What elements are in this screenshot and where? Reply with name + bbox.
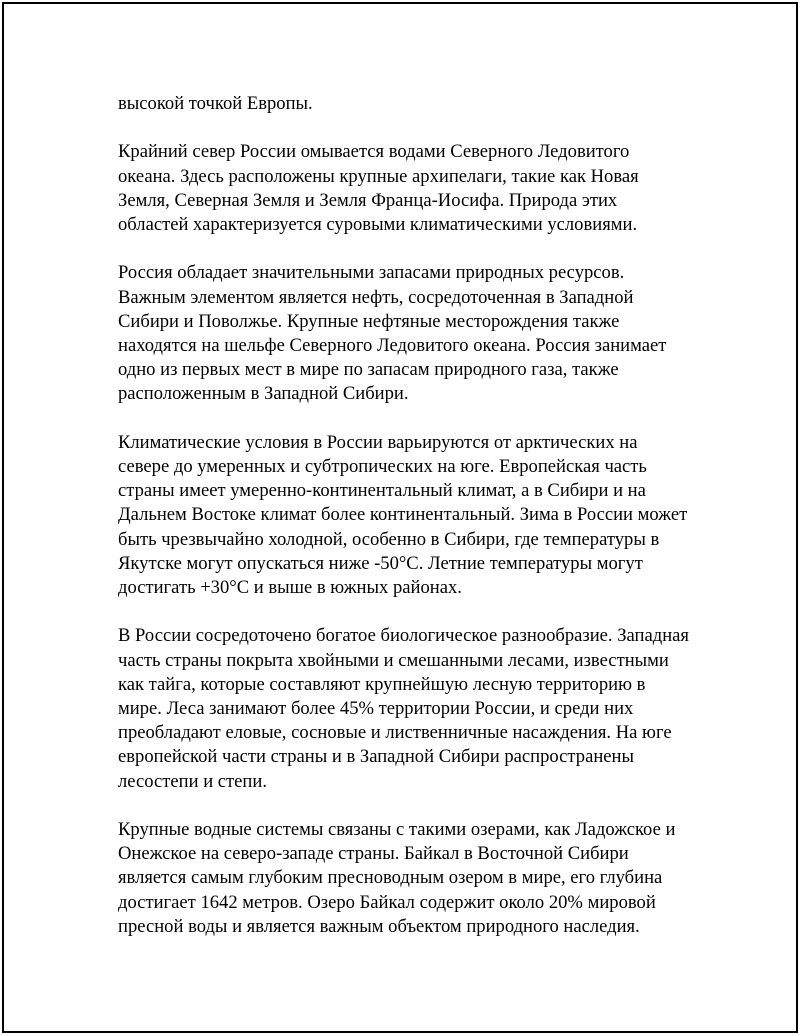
paragraph: [118, 92, 698, 116]
text-line: достигает 1642 метров. Озеро Байкал содержит около 20% мировой: [118, 891, 656, 913]
text-line: Сибири и Поволжье. Крупные нефтяные месторождения также: [118, 310, 620, 332]
text-line: как тайга, которые составляют крупнейшую лесную территорию в: [118, 673, 646, 695]
text-line: быть чрезвычайно холодной, особенно в Сибири, где температуры в: [118, 528, 660, 550]
text-line: океана. Здесь расположены крупные архипелаги, такие как Новая: [118, 165, 639, 187]
text-line: Якутске могут опускаться ниже -50°C. Летние температуры могут: [118, 552, 643, 574]
text-line: Онежское на северо-западе страны. Байкал в Восточной Сибири: [118, 843, 629, 865]
text-line: является самым глубоким пресноводным озером в мире, его глубина: [118, 867, 663, 889]
text-line: европейской части страны и в Западной Сибири распространены: [118, 746, 634, 768]
paragraph: [118, 140, 698, 237]
text-line: расположенным в Западной Сибири.: [118, 383, 409, 405]
text-line: пресной воды и является важным объектом природного наследия.: [118, 915, 640, 937]
text-line: Важным элементом является нефть, сосредоточенная в Западной: [118, 286, 634, 308]
paragraph: [118, 818, 698, 939]
text-line: Россия обладает значительными запасами природных ресурсов.: [118, 262, 625, 284]
text-line: лесостепи и степи.: [118, 770, 267, 792]
text-line: одно из первых мест в мире по запасам природного газа, также: [118, 359, 619, 381]
text-line: севере до умеренных и субтропических на юге. Европейская часть: [118, 456, 647, 477]
text-line: достигать +30°C и выше в южных районах.: [118, 577, 462, 599]
text-line: Земля, Северная Земля и Земля Франца-Иосифа. Природа этих: [118, 189, 618, 211]
text-line: В России сосредоточено богатое биологическое разнообразие. Западная: [118, 625, 689, 647]
paragraph: [118, 431, 698, 600]
text-line: находятся на шельфе Северного Ледовитого океана. Россия занимает: [118, 335, 667, 356]
text-line: областей характеризуется суровыми климатическими условиями.: [118, 214, 638, 235]
text-line: Крупные водные системы связаны с такими озерами, как Ладожское и: [118, 819, 676, 841]
document-body: [118, 92, 698, 963]
text-line: преобладают еловые, сосновые и лиственничные насаждения. На юге: [118, 722, 672, 744]
text-line: мире. Леса занимают более 45% территории России, и среди них: [118, 698, 634, 720]
text-line: часть страны покрыта хвойными и смешанными лесами, известными: [118, 649, 669, 671]
paragraph: [118, 261, 698, 406]
text-line: страны имеет умеренно-континентальный климат, а в Сибири и на: [118, 480, 646, 502]
text-line: Крайний север России омывается водами Северного Ледовитого: [118, 141, 630, 163]
text-line: высокой точкой Европы.: [118, 93, 313, 114]
text-line: Климатические условия в России варьируются от арктических на: [118, 431, 638, 453]
text-line: Дальнем Востоке климат более континентальный. Зима в России может: [118, 504, 688, 526]
paragraph: [118, 624, 698, 793]
